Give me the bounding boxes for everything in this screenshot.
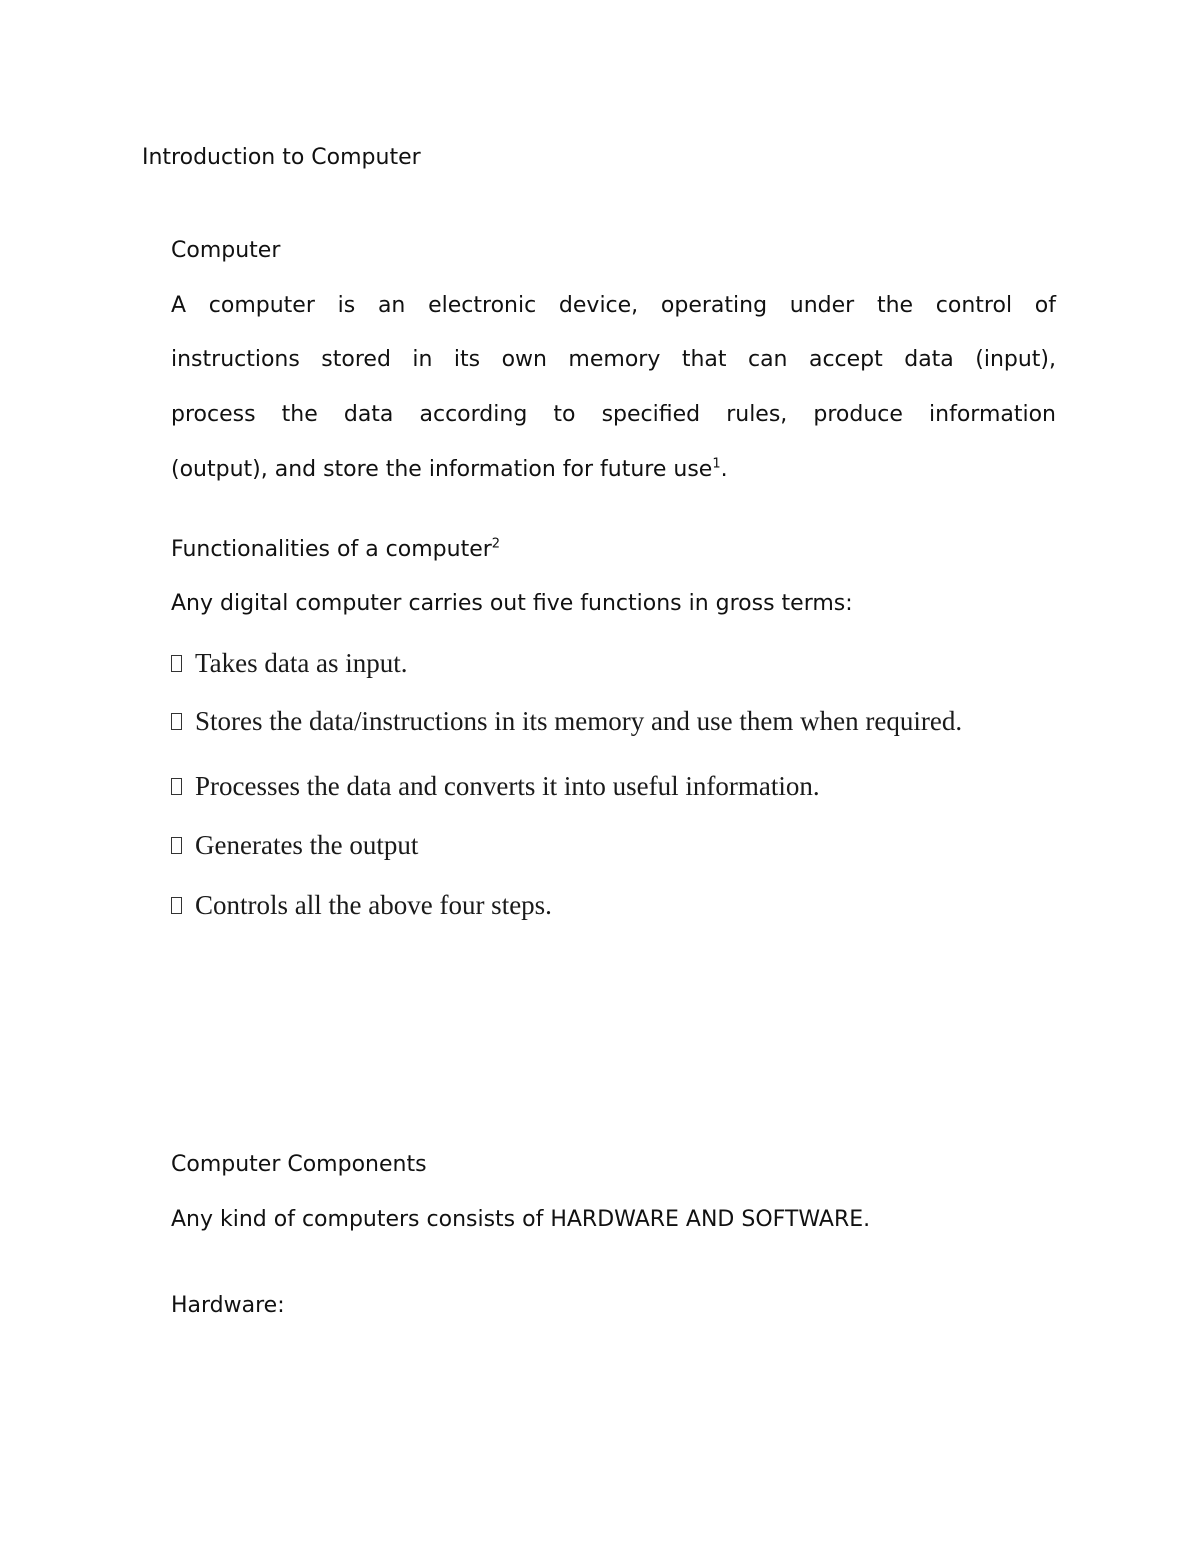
hardware-subheading: Hardware: xyxy=(171,1293,285,1318)
empty-box-bullet-icon xyxy=(171,655,182,672)
function-list-item xyxy=(171,647,408,679)
empty-box-bullet-icon xyxy=(171,778,182,795)
function-list-item xyxy=(171,770,820,802)
computer-definition-line-4-text: (output), and store the information for future use xyxy=(171,457,713,482)
function-list-item-text: Stores the data/instructions in its memory and use them when required. xyxy=(195,706,963,736)
empty-box-bullet-icon xyxy=(171,713,182,730)
functionalities-heading xyxy=(171,535,500,565)
functionalities-heading-text: Functionalities of a computer xyxy=(171,537,492,562)
components-intro: Any kind of computers consists of HARDWARE AND SOFTWARE. xyxy=(171,1207,871,1232)
computer-definition-end-punct: . xyxy=(720,457,728,482)
empty-box-bullet-icon xyxy=(171,897,182,914)
document-title: Introduction to Computer xyxy=(142,145,421,170)
function-list-item-text: Controls all the above four steps. xyxy=(195,890,552,920)
computer-definition-line-4 xyxy=(171,455,1056,485)
footnote-ref-1: 1 xyxy=(712,456,721,472)
function-list-item xyxy=(171,829,418,861)
footnote-ref-2: 2 xyxy=(491,536,501,552)
computer-definition-line-2: instructions stored in its own memory that can accept data (input), xyxy=(171,347,1056,372)
function-list-item-text: Processes the data and converts it into useful information. xyxy=(195,771,820,801)
function-list-item xyxy=(171,705,962,737)
computer-heading: Computer xyxy=(171,238,281,263)
computer-definition-line-1: A computer is an electronic device, operating under the control of xyxy=(171,293,1056,318)
function-list-item-text: Takes data as input. xyxy=(195,648,408,678)
empty-box-bullet-icon xyxy=(171,837,182,854)
functionalities-intro: Any digital computer carries out five functions in gross terms: xyxy=(171,591,853,616)
function-list-item-text: Generates the output xyxy=(195,830,419,860)
components-heading: Computer Components xyxy=(171,1152,427,1177)
computer-definition-line-3: process the data according to specified rules, produce information xyxy=(171,402,1056,427)
function-list-item xyxy=(171,889,552,921)
